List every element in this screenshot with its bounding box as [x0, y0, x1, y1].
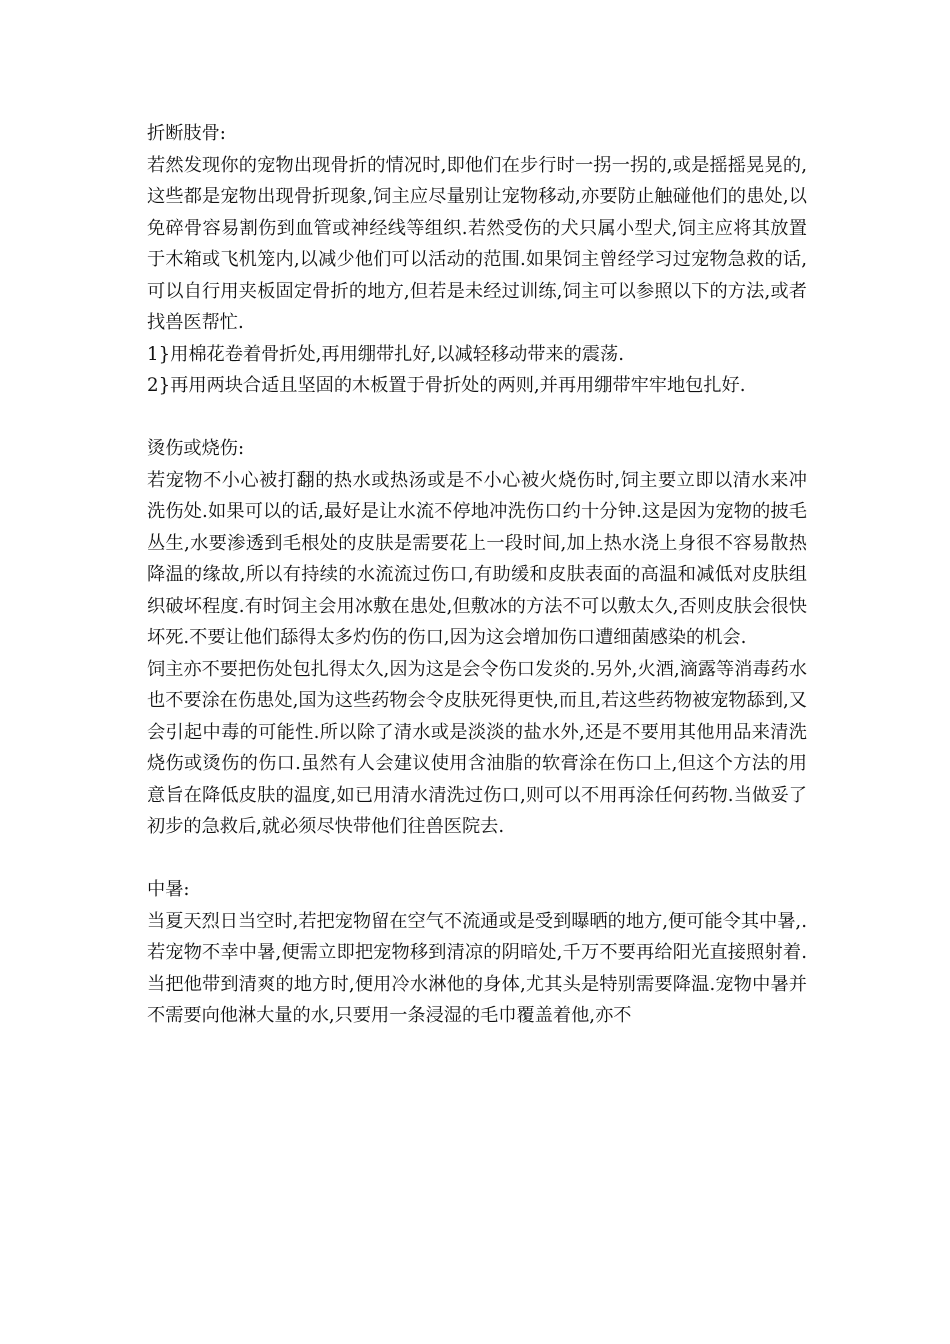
- paragraph: 若然发现你的宠物出现骨折的情况时,即他们在步行时一拐一拐的,或是摇摇晃晃的,这些都是宠物出现骨折现象,饲主应尽量别让宠物移动,亦要防止触碰他们的患处,以免碎骨容易割伤到血管或神经线等组织.若然受伤的犬只属小型犬,饲主应将其放置于木箱或飞机笼内,以减少他们可以活动的范围.如果饲主曾经学习过宠物急救的话,可以自行用夹板固定骨折的地方,但若是未经过训练,饲主可以参照以下的方法,或者找兽医帮忙.: [147, 154, 807, 333]
- section-heading: 中暑:: [147, 879, 190, 900]
- section-heading: 烫伤或烧伤:: [147, 438, 245, 459]
- section-heading: 折断肢骨:: [147, 123, 226, 144]
- list-step: 2}再用两块合适且坚固的木板置于骨折处的两则,并再用绷带牢牢地包扎好.: [147, 375, 746, 396]
- document-body: [147, 118, 807, 1032]
- paragraph: 若宠物不小心被打翻的热水或热汤或是不小心被火烧伤时,饲主要立即以清水来冲洗伤处.如果可以的话,最好是让水流不停地冲洗伤口约十分钟.这是因为宠物的披毛丛生,水要渗透到毛根处的皮肤是需要花上一段时间,加上热水浇上身很不容易散热降温的缘故,所以有持续的水流流过伤口,有助缓和皮肤表面的高温和减低对皮肤组织破坏程度.有时饲主会用冰敷在患处,但敷冰的方法不可以敷太久,否则皮肤会很快坏死.不要让他们舔得太多灼伤的伤口,因为这会增加伤口遭细菌感染的机会.: [147, 469, 807, 648]
- section-fracture: [147, 118, 807, 402]
- paragraph: 饲主亦不要把伤处包扎得太久,因为这是会令伤口发炎的.另外,火酒,滴露等消毒药水也不要涂在伤患处,国为这些药物会令皮肤死得更快,而且,若这些药物被宠物舔到,又会引起中毒的可能性.所以除了清水或是淡淡的盐水外,还是不要用其他用品来清洗烧伤或烫伤的伤口.虽然有人会建议使用含油脂的软膏涂在伤口上,但这个方法的用意旨在降低皮肤的温度,如已用清水清洗过伤口,则可以不用再涂任何药物.当做妥了初步的急救后,就必须尽快带他们往兽医院去.: [147, 658, 807, 837]
- paragraph: 当夏天烈日当空时,若把宠物留在空气不流通或是受到曝晒的地方,便可能令其中暑,.若宠物不幸中暑,便需立即把宠物移到清凉的阴暗处,千万不要再给阳光直接照射着.当把他带到清爽的地方时,便用冷水淋他的身体,尤其头是特别需要降温.宠物中暑并不需要向他淋大量的水,只要用一条浸湿的毛巾覆盖着他,亦不: [147, 910, 807, 1026]
- section-burns: [147, 433, 807, 843]
- list-step: 1}用棉花卷着骨折处,再用绷带扎好,以减轻移动带来的震荡.: [147, 343, 624, 365]
- section-heatstroke: [147, 874, 807, 1032]
